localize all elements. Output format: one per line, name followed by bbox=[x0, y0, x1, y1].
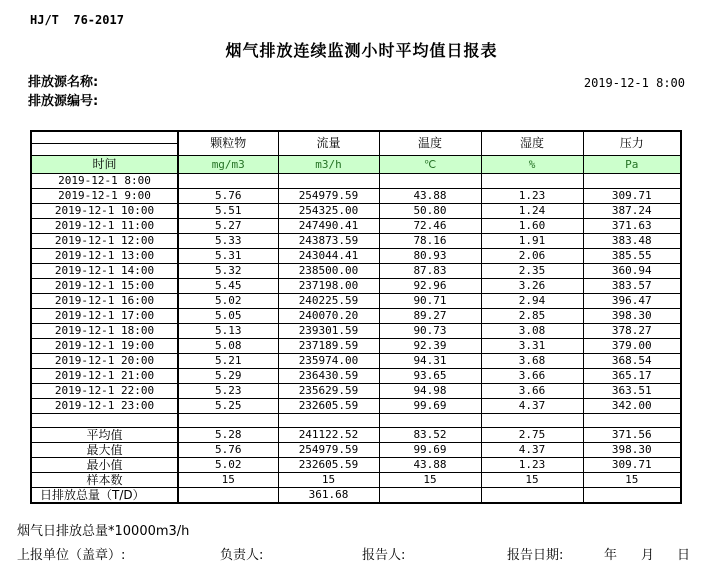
unit-cell: Pa bbox=[583, 155, 681, 173]
value-cell: 2.75 bbox=[481, 427, 583, 442]
value-cell: 72.46 bbox=[379, 218, 481, 233]
value-cell: 5.76 bbox=[178, 188, 278, 203]
value-cell bbox=[379, 487, 481, 503]
value-cell: 378.27 bbox=[583, 323, 681, 338]
value-cell: 235974.00 bbox=[278, 353, 379, 368]
value-cell: 3.26 bbox=[481, 278, 583, 293]
value-cell bbox=[583, 413, 681, 427]
time-cell: 2019-12-1 11:00 bbox=[31, 218, 178, 233]
value-cell: 90.73 bbox=[379, 323, 481, 338]
table-row bbox=[31, 383, 681, 398]
value-cell bbox=[178, 173, 278, 188]
value-cell: 365.17 bbox=[583, 368, 681, 383]
day-label: 日 bbox=[677, 548, 691, 563]
total-emission-footnote: 烟气日排放总量*10000m3/h bbox=[17, 524, 190, 539]
value-cell: 5.02 bbox=[178, 293, 278, 308]
table-row bbox=[31, 427, 681, 442]
value-cell bbox=[379, 413, 481, 427]
value-cell: 5.76 bbox=[178, 442, 278, 457]
report-date-label: 报告日期: bbox=[507, 548, 564, 563]
value-cell: 94.31 bbox=[379, 353, 481, 368]
month-label: 月 bbox=[641, 548, 655, 563]
value-cell: 387.24 bbox=[583, 203, 681, 218]
value-cell: 2.94 bbox=[481, 293, 583, 308]
value-cell: 236430.59 bbox=[278, 368, 379, 383]
unit-cell: m3/h bbox=[278, 155, 379, 173]
column-header-pressure: 压力 bbox=[583, 131, 681, 155]
source-name-label: 排放源名称: bbox=[28, 75, 99, 90]
time-cell: 2019-12-1 15:00 bbox=[31, 278, 178, 293]
value-cell: 83.52 bbox=[379, 427, 481, 442]
value-cell: 4.37 bbox=[481, 442, 583, 457]
value-cell: 5.13 bbox=[178, 323, 278, 338]
table-row bbox=[31, 173, 681, 188]
value-cell: 93.65 bbox=[379, 368, 481, 383]
value-cell: 78.16 bbox=[379, 233, 481, 248]
value-cell: 5.05 bbox=[178, 308, 278, 323]
table-row bbox=[31, 323, 681, 338]
value-cell: 2.06 bbox=[481, 248, 583, 263]
signature-row bbox=[0, 544, 723, 562]
value-cell: 89.27 bbox=[379, 308, 481, 323]
header-spacer-cell bbox=[31, 131, 178, 143]
value-cell: 15 bbox=[178, 472, 278, 487]
table-row bbox=[31, 368, 681, 383]
value-cell: 2.35 bbox=[481, 263, 583, 278]
value-cell: 398.30 bbox=[583, 308, 681, 323]
value-cell: 383.57 bbox=[583, 278, 681, 293]
value-cell: 1.60 bbox=[481, 218, 583, 233]
value-cell: 99.69 bbox=[379, 442, 481, 457]
value-cell bbox=[278, 173, 379, 188]
value-cell: 254325.00 bbox=[278, 203, 379, 218]
column-header-flow: 流量 bbox=[278, 131, 379, 155]
value-cell: 383.48 bbox=[583, 233, 681, 248]
value-cell: 99.69 bbox=[379, 398, 481, 413]
value-cell: 232605.59 bbox=[278, 457, 379, 472]
value-cell: 15 bbox=[379, 472, 481, 487]
value-cell: 94.98 bbox=[379, 383, 481, 398]
value-cell: 237189.59 bbox=[278, 338, 379, 353]
time-cell: 2019-12-1 10:00 bbox=[31, 203, 178, 218]
time-cell: 2019-12-1 13:00 bbox=[31, 248, 178, 263]
value-cell: 15 bbox=[278, 472, 379, 487]
value-cell: 3.31 bbox=[481, 338, 583, 353]
value-cell: 43.88 bbox=[379, 188, 481, 203]
table-row bbox=[31, 263, 681, 278]
value-cell: 254979.59 bbox=[278, 188, 379, 203]
time-cell bbox=[31, 413, 178, 427]
value-cell: 371.63 bbox=[583, 218, 681, 233]
value-cell: 1.24 bbox=[481, 203, 583, 218]
value-cell: 5.25 bbox=[178, 398, 278, 413]
value-cell: 5.51 bbox=[178, 203, 278, 218]
table-row bbox=[31, 188, 681, 203]
header-spacer-cell bbox=[31, 143, 178, 155]
value-cell: 3.66 bbox=[481, 368, 583, 383]
value-cell bbox=[583, 487, 681, 503]
value-cell: 309.71 bbox=[583, 457, 681, 472]
time-cell: 2019-12-1 8:00 bbox=[31, 173, 178, 188]
unit-cell: % bbox=[481, 155, 583, 173]
time-cell: 2019-12-1 23:00 bbox=[31, 398, 178, 413]
value-cell: 15 bbox=[583, 472, 681, 487]
column-header-humidity: 湿度 bbox=[481, 131, 583, 155]
time-cell: 2019-12-1 20:00 bbox=[31, 353, 178, 368]
table-row bbox=[31, 278, 681, 293]
value-cell: 50.80 bbox=[379, 203, 481, 218]
report-unit-label: 上报单位（盖章）: bbox=[17, 548, 126, 563]
value-cell: 90.71 bbox=[379, 293, 481, 308]
value-cell: 396.47 bbox=[583, 293, 681, 308]
time-cell: 2019-12-1 21:00 bbox=[31, 368, 178, 383]
value-cell: 3.66 bbox=[481, 383, 583, 398]
value-cell bbox=[178, 413, 278, 427]
value-cell: 398.30 bbox=[583, 442, 681, 457]
doc-code: HJ/T 76-2017 bbox=[30, 13, 124, 27]
time-cell: 2019-12-1 22:00 bbox=[31, 383, 178, 398]
value-cell bbox=[481, 487, 583, 503]
value-cell: 3.68 bbox=[481, 353, 583, 368]
row-label-cell: 最小值 bbox=[31, 457, 178, 472]
table-row bbox=[31, 248, 681, 263]
value-cell bbox=[379, 173, 481, 188]
value-cell: 1.23 bbox=[481, 457, 583, 472]
value-cell bbox=[278, 413, 379, 427]
value-cell: 239301.59 bbox=[278, 323, 379, 338]
table-row bbox=[31, 442, 681, 457]
time-cell: 2019-12-1 17:00 bbox=[31, 308, 178, 323]
value-cell: 5.31 bbox=[178, 248, 278, 263]
table-row bbox=[31, 233, 681, 248]
value-cell: 243873.59 bbox=[278, 233, 379, 248]
source-id-label: 排放源编号: bbox=[28, 94, 99, 109]
source-labels bbox=[28, 73, 98, 111]
value-cell: 371.56 bbox=[583, 427, 681, 442]
value-cell: 235629.59 bbox=[278, 383, 379, 398]
value-cell bbox=[481, 413, 583, 427]
table-row bbox=[31, 218, 681, 233]
value-cell: 43.88 bbox=[379, 457, 481, 472]
value-cell: 342.00 bbox=[583, 398, 681, 413]
table-row bbox=[31, 203, 681, 218]
value-cell: 5.02 bbox=[178, 457, 278, 472]
table-row bbox=[31, 472, 681, 487]
value-cell: 4.37 bbox=[481, 398, 583, 413]
table-row bbox=[31, 353, 681, 368]
page-title: 烟气排放连续监测小时平均值日报表 bbox=[225, 41, 498, 60]
value-cell: 80.93 bbox=[379, 248, 481, 263]
report-datetime: 2019-12-1 8:00 bbox=[583, 76, 685, 90]
value-cell: 15 bbox=[481, 472, 583, 487]
value-cell: 254979.59 bbox=[278, 442, 379, 457]
value-cell: 5.28 bbox=[178, 427, 278, 442]
time-cell: 2019-12-1 19:00 bbox=[31, 338, 178, 353]
value-cell: 309.71 bbox=[583, 188, 681, 203]
unit-cell: mg/m3 bbox=[178, 155, 278, 173]
reporter-label: 报告人: bbox=[362, 548, 406, 563]
value-cell: 241122.52 bbox=[278, 427, 379, 442]
table-body bbox=[31, 173, 681, 503]
value-cell: 237198.00 bbox=[278, 278, 379, 293]
value-cell: 5.27 bbox=[178, 218, 278, 233]
value-cell bbox=[178, 487, 278, 503]
row-label-cell: 日排放总量（T/D） bbox=[31, 487, 178, 503]
value-cell: 243044.41 bbox=[278, 248, 379, 263]
table-row bbox=[31, 487, 681, 503]
value-cell: 240225.59 bbox=[278, 293, 379, 308]
time-cell: 2019-12-1 12:00 bbox=[31, 233, 178, 248]
row-label-cell: 平均值 bbox=[31, 427, 178, 442]
value-cell bbox=[583, 173, 681, 188]
time-cell: 2019-12-1 14:00 bbox=[31, 263, 178, 278]
value-cell bbox=[481, 173, 583, 188]
value-cell: 92.96 bbox=[379, 278, 481, 293]
value-cell: 3.08 bbox=[481, 323, 583, 338]
value-cell: 247490.41 bbox=[278, 218, 379, 233]
hourly-average-table bbox=[30, 130, 682, 504]
value-cell: 361.68 bbox=[278, 487, 379, 503]
header-row-top bbox=[31, 131, 681, 143]
year-label: 年 bbox=[604, 548, 618, 563]
unit-cell: ℃ bbox=[379, 155, 481, 173]
column-header-particulate: 颗粒物 bbox=[178, 131, 278, 155]
value-cell: 5.23 bbox=[178, 383, 278, 398]
value-cell: 5.08 bbox=[178, 338, 278, 353]
value-cell: 363.51 bbox=[583, 383, 681, 398]
time-cell: 2019-12-1 16:00 bbox=[31, 293, 178, 308]
value-cell: 1.91 bbox=[481, 233, 583, 248]
value-cell: 87.83 bbox=[379, 263, 481, 278]
value-cell: 232605.59 bbox=[278, 398, 379, 413]
column-header-temperature: 温度 bbox=[379, 131, 481, 155]
time-header-cell: 时间 bbox=[31, 155, 178, 173]
row-label-cell: 最大值 bbox=[31, 442, 178, 457]
table-row bbox=[31, 413, 681, 427]
value-cell: 5.45 bbox=[178, 278, 278, 293]
unit-row bbox=[31, 155, 681, 173]
value-cell: 5.29 bbox=[178, 368, 278, 383]
value-cell: 2.85 bbox=[481, 308, 583, 323]
row-label-cell: 样本数 bbox=[31, 472, 178, 487]
value-cell: 5.33 bbox=[178, 233, 278, 248]
time-cell: 2019-12-1 9:00 bbox=[31, 188, 178, 203]
value-cell: 360.94 bbox=[583, 263, 681, 278]
value-cell: 385.55 bbox=[583, 248, 681, 263]
value-cell: 1.23 bbox=[481, 188, 583, 203]
value-cell: 240070.20 bbox=[278, 308, 379, 323]
table-header bbox=[31, 131, 681, 173]
table-row bbox=[31, 457, 681, 472]
table-row bbox=[31, 308, 681, 323]
value-cell: 92.39 bbox=[379, 338, 481, 353]
time-cell: 2019-12-1 18:00 bbox=[31, 323, 178, 338]
responsible-person-label: 负责人: bbox=[220, 548, 264, 563]
value-cell: 379.00 bbox=[583, 338, 681, 353]
value-cell: 5.21 bbox=[178, 353, 278, 368]
table-row bbox=[31, 398, 681, 413]
value-cell: 368.54 bbox=[583, 353, 681, 368]
table-row bbox=[31, 293, 681, 308]
value-cell: 238500.00 bbox=[278, 263, 379, 278]
value-cell: 5.32 bbox=[178, 263, 278, 278]
table-row bbox=[31, 338, 681, 353]
